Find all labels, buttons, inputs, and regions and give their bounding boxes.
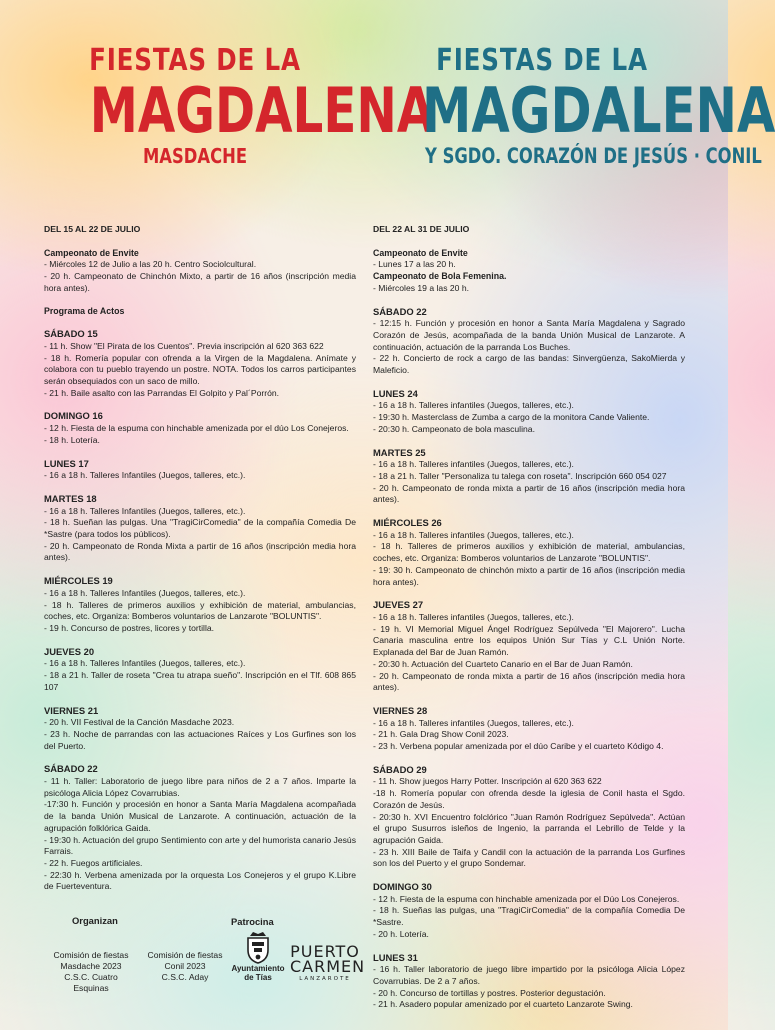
event-line: - 20 h. Campeonato de Chinchón Mixto, a partir de 16 años (inscripción media hora antes).	[44, 271, 356, 293]
program-section	[373, 881, 685, 941]
ayuntamiento-label: Ayuntamiento	[231, 964, 285, 973]
event-line: - 22 h. Concierto de rock a cargo de las bandas: Sinvergüenza, SakoMierda y Maleficio.	[373, 353, 685, 376]
program-section	[373, 764, 685, 870]
event-line: - Lunes 17 a las 20 h.	[373, 259, 456, 270]
section-title: LUNES 17	[44, 457, 89, 469]
header-left-title	[60, 43, 435, 168]
event-line: - 16 a 18 h. Talleres infantiles (Juegos, talleres, etc.).	[373, 400, 574, 411]
section-title: JUEVES 27	[373, 599, 424, 611]
ayuntamiento-label: de Tías	[244, 973, 272, 982]
event-line: - 23 h. Verbena popular amenizada por el dúo Caribe y el cuarteto Kódigo 4.	[373, 741, 664, 752]
event-line: - 16 a 18 h. Talleres Infantiles (Juegos, talleres, etc.).	[44, 470, 246, 481]
header-left-line1: FIESTAS DE LA	[89, 43, 301, 78]
program-section	[373, 388, 685, 436]
section-title: SÁBADO 22	[44, 763, 98, 775]
program-section	[44, 306, 356, 318]
event-line: - 16 h. Taller laboratorio de juego libre impartido por la psicóloga Alicia López Covarrubias. De 2 a 7 años.	[373, 964, 685, 986]
section-title: DOMINGO 16	[44, 410, 103, 422]
event-line: - 16 a 18 h. Talleres infantiles (Juegos, talleres, etc.).	[373, 611, 574, 622]
section-title: Programa de Actos	[44, 305, 125, 316]
section-title: MIÉRCOLES 19	[44, 575, 113, 587]
organizer-line: Conil 2023	[164, 961, 206, 971]
event-line: - 18 h. Talleres de primeros auxilios y exhibición de material, ambulancias, coches, etc. Organiza: Bomberos voluntarios de Lanzarote "BOLUNTIS".	[373, 541, 685, 564]
section-title: MIÉRCOLES 26	[373, 517, 442, 529]
section-title: DOMINGO 30	[373, 881, 432, 893]
organizer-line: Comisión de fiestas	[53, 950, 129, 960]
section-title: LUNES 31	[373, 951, 418, 963]
section-title: MARTES 25	[373, 446, 426, 458]
section-title: Campeonato de Envite	[373, 247, 468, 258]
event-line: - 20 h. Campeonato de ronda mixta a partir de 16 años (inscripción media hora antes).	[373, 670, 685, 693]
header-right-line3: Y SGDO. CORAZÓN DE JESÚS · CONIL	[425, 144, 762, 168]
event-line: - 16 a 18 h. Talleres Infantiles (Juegos, talleres, etc.).	[44, 587, 246, 598]
ayuntamiento-logo	[228, 930, 288, 982]
event-line: - 18 a 21 h. Taller de roseta "Crea tu atrapa sueño". Inscripción en el Tlf. 608 865 107	[44, 670, 356, 692]
event-line: - 23 h. Noche de parrandas con las actuaciones Raíces y Los Gurfines son los del Puerto.	[44, 728, 356, 751]
event-line: - 16 a 18 h. Talleres Infantiles (Juegos, talleres, etc.).	[44, 658, 246, 669]
puerto-carmen-logo	[290, 942, 366, 982]
header-right-line2: MAGDALENA	[422, 74, 775, 147]
header-right-line1: FIESTAS DE LA	[436, 43, 648, 78]
event-line: - 11 h. Show "El Pirata de los Cuentos". Previa inscripción al 620 363 622	[44, 340, 324, 351]
header-left-line3: MASDACHE	[142, 144, 248, 168]
section-title: Campeonato de Bola Femenina.	[373, 271, 507, 282]
program-section	[44, 328, 356, 399]
section-title: VIERNES 21	[44, 704, 99, 716]
event-line: - 16 a 18 h. Talleres infantiles (Juegos, talleres, etc.).	[373, 717, 574, 728]
organizan-title: Organizan	[72, 915, 118, 926]
event-line: - 22 h. Fuegos artificiales.	[44, 857, 143, 868]
date-range-left: DEL 15 AL 22 DE JULIO	[44, 224, 141, 234]
event-line: -17:30 h. Función y procesión en honor a Santa María Magdalena acompañada de la banda Unión Musical de Lanzarote. A continuación, actuación de la agrupación folklórica Gaida.	[44, 799, 356, 833]
organizer-line: C.S.C. Cuatro Esquinas	[64, 972, 118, 993]
program-section	[373, 517, 685, 588]
puerto-carmen-word: CARMEN	[290, 957, 366, 976]
event-line: - 20:30 h. Campeonato de bola masculina.	[373, 423, 535, 434]
program-section	[44, 646, 356, 694]
header-right-title	[392, 43, 775, 168]
puerto-carmen-word: PUERTO	[290, 942, 360, 961]
coat-of-arms-icon	[245, 930, 271, 964]
event-line: -18 h. Romería popular con ofrenda desde la iglesia de Conil hasta el Sgdo. Corazón de Jesús.	[373, 788, 685, 810]
event-line: - 22:30 h. Verbena amenizada por la orquesta Los Conejeros y el grupo K.Libre de Fuerteventura.	[44, 869, 356, 892]
program-section	[373, 952, 685, 1012]
program-section	[44, 248, 356, 295]
program-section	[44, 575, 356, 635]
event-line: - Miércoles 19 a las 20 h.	[373, 282, 470, 293]
section-title: VIERNES 28	[373, 704, 428, 716]
program-section	[44, 410, 356, 446]
program-column-right	[373, 224, 685, 1022]
program-section	[44, 705, 356, 753]
program-section	[373, 705, 685, 753]
program-section	[373, 447, 685, 507]
patrocina-title: Patrocina	[231, 916, 274, 927]
section-title: MARTES 18	[44, 492, 97, 504]
event-line: - 19 h. VI Memorial Miguel Ángel Rodríguez Sepúlveda "El Majorero". Lucha Canaria masculina entre los equipos Unión Sur Tías y C.L Unión Norte. Explanada del Bar de Juan Ramón.	[373, 623, 685, 658]
organizer-masdache	[46, 950, 136, 994]
event-line: - 12 h. Fiesta de la espuma con hinchable amenizada por el dúo Los Conejeros.	[44, 423, 349, 434]
event-line: - 21 h. Baile asalto con las Parrandas El Golpito y Pal´Porrón.	[44, 387, 280, 398]
event-line: - 16 a 18 h. Talleres infantiles (Juegos, talleres, etc.).	[373, 459, 574, 470]
date-range-right: DEL 22 AL 31 DE JULIO	[373, 224, 470, 234]
program-section	[373, 599, 685, 694]
puerto-carmen-sub: LANZAROTE	[299, 976, 351, 982]
event-line: - 11 h. Taller: Laboratorio de juego libre para niños de 2 a 7 años. Imparte la psicóloga Alicia López Covarrubias.	[44, 776, 356, 798]
section-title: JUEVES 20	[44, 645, 95, 657]
section-title: SÁBADO 22	[373, 305, 427, 317]
header-left-line2: MAGDALENA	[89, 74, 435, 147]
program-section	[44, 763, 356, 893]
event-line: - 20 h. Campeonato de Ronda Mixta a partir de 16 años (inscripción media hora antes).	[44, 540, 356, 563]
event-line: - 19:30 h. Actuación del grupo Sentimiento con arte y del humorista canario Jesús Farrais.	[44, 834, 356, 857]
organizer-line: C.S.C. Aday	[161, 972, 209, 982]
event-line: - 19 h. Concurso de postres, licores y tortilla.	[44, 622, 215, 633]
event-line: - 18 h. Sueñas las pulgas, una "TragiCirComedia" de la compañía Comedia De *Sastre.	[373, 905, 685, 928]
event-line: - 21 h. Gala Drag Show Conil 2023.	[373, 729, 509, 740]
organizer-line: Comisión de fiestas	[147, 950, 223, 960]
section-title: SÁBADO 29	[373, 763, 427, 775]
event-line: - 20 h. Campeonato de ronda mixta a partir de 16 años (inscripción media hora antes).	[373, 482, 685, 505]
event-line: - 18 h. Talleres de primeros auxilios y exhibición de material, ambulancias, coches, etc. Organiza: Bomberos voluntarios de Lanzarote "BOLUNTIS".	[44, 599, 356, 622]
event-line: - 20:30 h. XVI Encuentro folclórico "Juan Ramón Rodríguez Sepúlveda". Actúan el grupo Susurros isleños de Ingenio, la parranda el Lebrillo de Telde y la agrupación Gaida.	[373, 811, 685, 845]
program-section	[373, 306, 685, 377]
section-title: Campeonato de Envite	[44, 247, 139, 258]
event-line: - 16 a 18 h. Talleres infantiles (Juegos, talleres, etc.).	[373, 529, 574, 540]
program-section	[44, 458, 356, 482]
organizer-conil	[140, 950, 230, 983]
event-line: - 20:30 h. Actuación del Cuarteto Canario en el Bar de Juan Ramón.	[373, 658, 633, 669]
program-section	[44, 493, 356, 564]
event-line: - 19: 30 h. Campeonato de chinchón mixto a partir de 16 años (inscripción media hora antes).	[373, 564, 685, 587]
program-section	[373, 248, 685, 271]
event-line: - 12:15 h. Función y procesión en honor a Santa María Magdalena y Sagrado Corazón de Jesús, acompañada de la banda Unión Musical de Lanzarote. A continuación, actuación de la parranda Los Buches.	[373, 318, 685, 352]
event-line: - 18 a 21 h. Taller "Personaliza tu talega con roseta". Inscripción 660 054 027	[373, 470, 667, 481]
program-column-left	[44, 224, 356, 904]
event-line: - 20 h. VII Festival de la Canción Masdache 2023.	[44, 717, 235, 728]
event-line: - 23 h. XIII Baile de Taifa y Candil con la actuación de la parranda Los Gurfines son los del Puerto y el grupo Sondemar.	[373, 846, 685, 869]
event-line: - 18 h. Sueñan las pulgas. Una "TragiCirComedia" de la compañía Comedia De *Sastre (para todos los públicos).	[44, 517, 356, 540]
event-line: - 21 h. Asadero popular amenizado por el cuarteto Lanzarote Swing.	[373, 999, 633, 1010]
event-line: - Miércoles 12 de Julio a las 20 h. Centro Sociolcultural.	[44, 259, 257, 270]
section-title: SÁBADO 15	[44, 328, 98, 340]
event-line: - 20 h. Lotería.	[373, 928, 429, 939]
event-line: - 18 h. Romería popular con ofrenda a la Virgen de la Magdalena. Anímate y colabora con tu pueblo trayendo un postre. NOTA. Todos los carros participantes serán obsequiados con un saco de millo.	[44, 352, 356, 387]
event-line: - 20 h. Concurso de tortillas y postres. Posterior degustación.	[373, 987, 606, 998]
organizer-line: Masdache 2023	[60, 961, 122, 971]
event-line: - 11 h. Show juegos Harry Potter. Inscripción al 620 363 622	[373, 776, 602, 787]
program-section	[373, 271, 685, 294]
event-line: - 16 a 18 h. Talleres Infantiles (Juegos, talleres, etc.).	[44, 505, 246, 516]
event-line: - 18 h. Lotería.	[44, 434, 100, 445]
section-title: LUNES 24	[373, 387, 418, 399]
event-line: - 12 h. Fiesta de la espuma con hinchable amenizada por el Dúo Los Conejeros.	[373, 893, 680, 904]
event-line: - 19:30 h. Masterclass de Zumba a cargo de la monitora Cande Valiente.	[373, 412, 650, 423]
